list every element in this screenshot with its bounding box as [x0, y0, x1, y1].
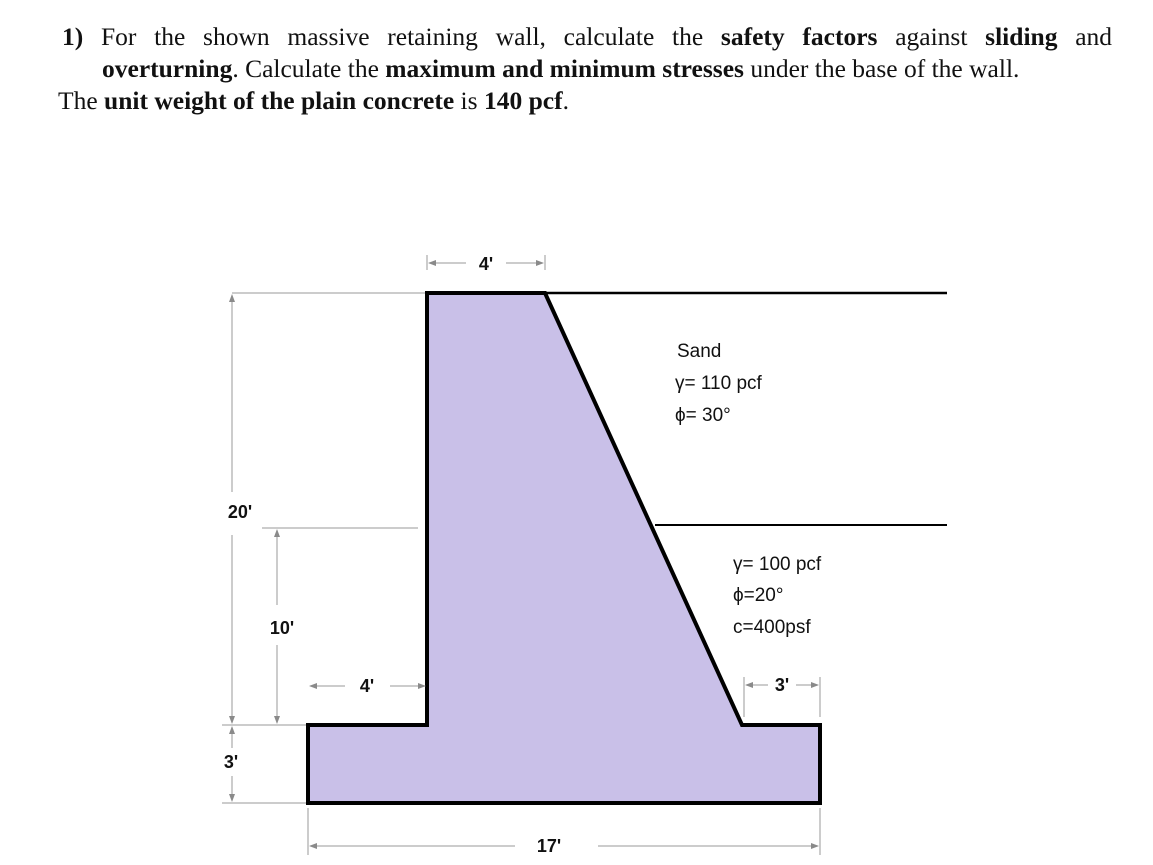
- problem-number: 1): [62, 22, 84, 51]
- problem-line-1: 1) For the shown massive retaining wall, calculate the safety factors against sliding and: [62, 22, 1113, 51]
- dim-label-top-width: 4': [478, 254, 494, 274]
- dim-lower-height: [262, 528, 418, 723]
- dim-label-toe-width: 4': [359, 676, 375, 696]
- dim-label-heel-width: 3': [774, 675, 790, 695]
- dim-label-base-thickness: 3': [223, 752, 239, 772]
- problem-line-2: overturning. Calculate the maximum and minimum stresses under the base of the wall.: [102, 54, 1020, 83]
- soil-lower-properties: [733, 554, 822, 638]
- soil-lower-cohesion: c=400psf: [733, 617, 811, 638]
- dim-label-total-height: 20': [227, 502, 253, 522]
- dim-top-width: [427, 254, 545, 274]
- dim-base-width: [308, 808, 820, 856]
- problem-line-3: The unit weight of the plain concrete is 140 pcf.: [58, 86, 569, 115]
- soil-upper-name: Sand: [677, 341, 722, 362]
- soil-upper-properties: [675, 341, 763, 426]
- dim-total-height: [228, 293, 425, 723]
- dim-heel-width: [744, 675, 820, 717]
- soil-upper-phi: ϕ= 30°: [675, 405, 731, 426]
- dim-label-lower-height: 10': [269, 618, 295, 638]
- soil-lower-phi: ϕ=20°: [733, 585, 784, 606]
- dim-label-base-width: 17': [536, 836, 562, 856]
- soil-lower-gamma: γ= 100 pcf: [733, 554, 822, 575]
- soil-upper-gamma: γ= 110 pcf: [675, 373, 762, 394]
- dim-toe-width: [310, 676, 425, 696]
- retaining-wall-body: [308, 293, 820, 803]
- dim-base-thickness: [222, 727, 306, 803]
